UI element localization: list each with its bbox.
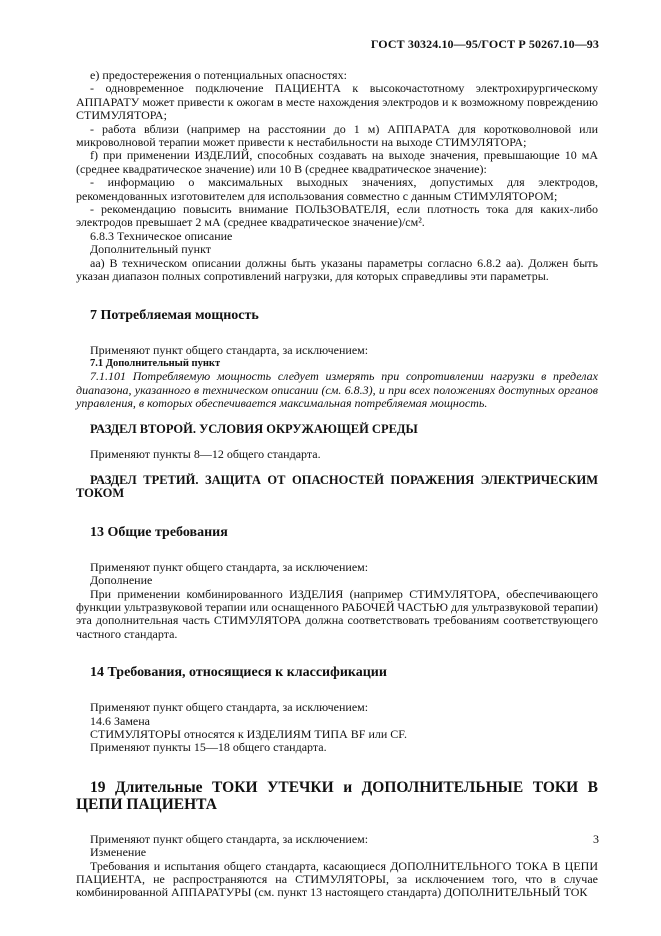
- section-13-p1: Применяют пункт общего стандарта, за исключением:: [90, 559, 369, 574]
- paragraph-current-density: - рекомендацию повысить внимание ПОЛЬЗОВАТЕЛЯ, если плотность тока для каких-либо электродов превышает 2 мА (среднее квадратическое значение)/см².: [76, 202, 598, 230]
- section-7-subitem: 7.1 Дополнительный пункт: [90, 357, 221, 369]
- part-2-p1: Применяют пункты 8—12 общего стандарта.: [90, 447, 321, 462]
- section-19-p2: Изменение: [90, 845, 147, 860]
- page-content: [76, 69, 598, 900]
- section-7-p1: Применяют пункт общего стандарта, за исключением:: [90, 342, 369, 357]
- section-7-italic: 7.1.101 Потребляемую мощность следует измерять при сопротивлении нагрузки в пределах диапазона, указанного в техническом описании (см. 6.8.3), и при всех положениях доступных органов управления, в которых обеспечивается максимальная потребляемая мощность.: [76, 369, 598, 411]
- paragraph-hf-surgery: - одновременное подключение ПАЦИЕНТА к высокочастотному электрохирургическому АППАРАТУ может привести к ожогам в месте нахождения электродов и к возможному повреждению СТИМУЛЯТОРА;: [76, 81, 598, 123]
- section-14-p3: СТИМУЛЯТОРЫ относятся к ИЗДЕЛИЯМ ТИПА BF или CF.: [90, 726, 407, 741]
- paragraph-shortwave: - работа вблизи (например на расстоянии до 1 м) АППАРАТА для коротковолновой или микроволновой терапии может привести к нестабильности на выходе СТИМУЛЯТОРА;: [76, 121, 598, 150]
- section-13-title: 13 Общие требования: [90, 524, 228, 540]
- section-7-title: 7 Потребляемая мощность: [90, 307, 259, 323]
- section-19-p3: Требования и испытания общего стандарта, касающиеся ДОПОЛНИТЕЛЬНОГО ТОКА В ЦЕПИ ПАЦИЕНТА, не распространяются на СТИМУЛЯТОРЫ, за исключением того, что в случае комбинированной АППАРАТУРЫ (см. пункт 13 настоящего стандарта) ДОПОЛНИТЕЛЬНЫЙ ТОК: [76, 858, 598, 900]
- part-3-title: РАЗДЕЛ ТРЕТИЙ. ЗАЩИТА ОТ ОПАСНОСТЕЙ ПОРАЖЕНИЯ ЭЛЕКТРИЧЕСКИМ ТОКОМ: [76, 472, 598, 501]
- paragraph-max-output: - информацию о максимальных выходных значениях, допустимых для электродов, рекомендованных изготовителем для использования совместно с данным СТИМУЛЯТОРОМ;: [76, 175, 598, 203]
- section-14-title: 14 Требования, относящиеся к классификации: [90, 665, 387, 681]
- section-19-p1: Применяют пункт общего стандарта, за исключением:: [90, 831, 369, 846]
- paragraph-additional-item: Дополнительный пункт: [90, 242, 211, 257]
- part-2-title: РАЗДЕЛ ВТОРОЙ. УСЛОВИЯ ОКРУЖАЮЩЕЙ СРЕДЫ: [90, 421, 418, 436]
- paragraph-f-items: f) при применении ИЗДЕЛИЙ, способных создавать на выходе значения, превышающие 10 мА (среднее квадратическое значение) или 10 В (среднее квадратическое значение):: [76, 148, 598, 176]
- section-13-p2: Дополнение: [90, 573, 153, 588]
- running-header: ГОСТ 30324.10—95/ГОСТ Р 50267.10—93: [370, 37, 599, 51]
- section-14-p4: Применяют пункты 15—18 общего стандарта.: [90, 740, 327, 755]
- section-14-p1: Применяют пункт общего стандарта, за исключением:: [90, 700, 369, 715]
- section-14-p2: 14.6 Замена: [90, 713, 151, 728]
- section-19-title: 19 Длительные ТОКИ УТЕЧКИ и ДОПОЛНИТЕЛЬНЫЕ ТОКИ В ЦЕПИ ПАЦИЕНТА: [76, 778, 598, 813]
- page-number: 3: [593, 832, 599, 846]
- paragraph-warnings: е) предостережения о потенциальных опасностях:: [90, 68, 347, 82]
- paragraph-aa: аа) В техническом описании должны быть указаны параметры согласно 6.8.2 аа). Должен быть указан диапазон полных сопротивлений нагрузки, для которых справедливы эти параметры.: [76, 255, 598, 284]
- section-13-p3: При применении комбинированного ИЗДЕЛИЯ (например СТИМУЛЯТОРА, обеспечивающего функции ультразвуковой терапии или оснащенного РАБОЧЕЙ ЧАСТЬЮ для ультразвуковой терапии) эта дополнительная часть СТИМУЛЯТОРА должна соответствовать требованиям соответствующего частного стандарта.: [76, 586, 598, 641]
- paragraph-tech-description: 6.8.3 Техническое описание: [90, 228, 233, 243]
